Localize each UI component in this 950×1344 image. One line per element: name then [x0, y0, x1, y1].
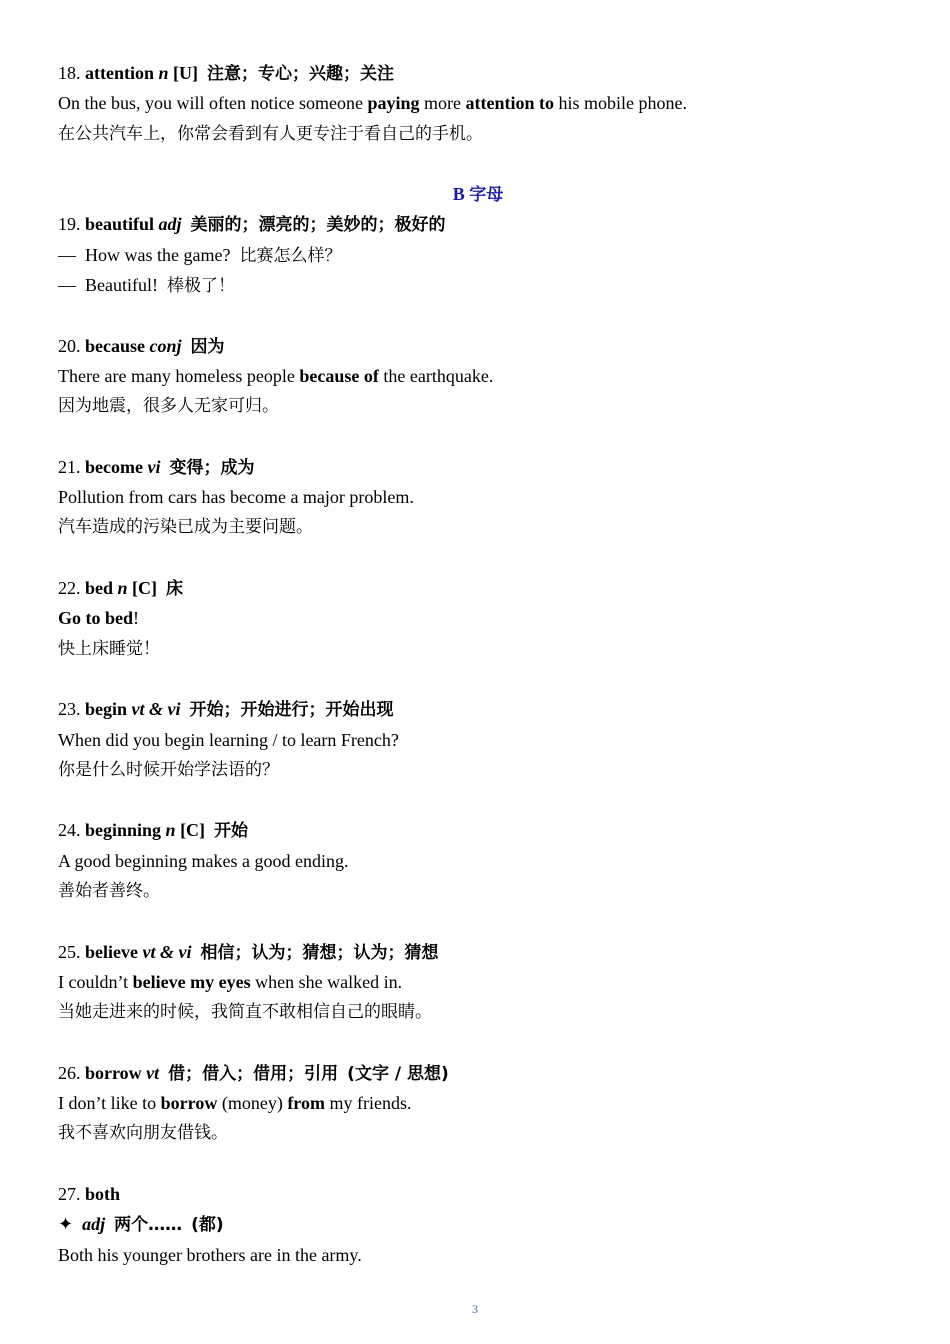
entry-27-headword: 27. both — [58, 1183, 121, 1204]
meaning: 开始；开始进行；开始出现 — [189, 700, 394, 721]
headword: because — [85, 335, 145, 356]
dialog-line: — Beautiful! 棒极了！ — [58, 275, 235, 297]
headword: borrow — [85, 1062, 142, 1083]
example-translation: 在公共汽车上，你常会看到有人更专注于看自己的手机。 — [58, 123, 483, 144]
vocab-page — [58, 58, 898, 1270]
part-of-speech: n — [117, 578, 128, 599]
page-number: 3 — [472, 1302, 478, 1316]
headword: both — [85, 1183, 121, 1204]
example-sentence: I don’t like to borrow (money) from my friends. — [58, 1093, 412, 1114]
part-of-speech: adj — [82, 1214, 106, 1235]
entry-26-headword: 26. borrow vt 借；借入；借用；引用 (文字 / 思想) — [58, 1062, 449, 1084]
countability-tag: [C] — [132, 578, 158, 599]
example-translation: 善始者善终。 — [58, 881, 160, 902]
entry-23-headword: 23. begin vt & vi 开始；开始进行；开始出现 — [58, 699, 394, 721]
entry-20-headword: 20. because conj 因为 — [58, 335, 225, 357]
part-of-speech: vt — [146, 1062, 160, 1083]
headword: attention — [85, 63, 154, 83]
meaning-note: (都) — [191, 1215, 224, 1236]
part-of-speech: adj — [158, 214, 182, 235]
example-sentence: I couldn’t believe my eyes when she walked in. — [58, 971, 403, 992]
sense-line — [58, 1209, 898, 1239]
entry-18-headword: 18. attention n [U] 注意；专心；兴趣；关注 — [58, 63, 395, 84]
meaning: 两个…… — [114, 1215, 183, 1236]
section-heading-b: B 字母 — [452, 184, 504, 206]
part-of-speech: vt & vi — [142, 941, 192, 962]
meaning: 相信；认为；猜想；认为；猜想 — [200, 942, 439, 963]
entry-19-headword: 19. beautiful adj 美丽的；漂亮的；美妙的；极好的 — [58, 214, 446, 236]
example-sentence: When did you begin learning / to learn French? — [58, 729, 399, 750]
part-of-speech: vt & vi — [131, 699, 181, 720]
example-sentence: On the bus, you will often notice someone paying more attention to his mobile phone. — [58, 93, 687, 114]
meaning: 床 — [166, 579, 184, 600]
countability-tag: [U] — [173, 63, 199, 83]
meaning: 美丽的；漂亮的；美妙的；极好的 — [190, 215, 446, 236]
example-translation: 快上床睡觉！ — [58, 638, 160, 659]
example-translation: 你是什么时候开始学法语的？ — [58, 759, 279, 780]
part-of-speech: conj — [149, 335, 182, 356]
entry-25-headword: 25. believe vt & vi 相信；认为；猜想；认为；猜想 — [58, 941, 439, 963]
example-sentence: Both his younger brothers are in the army. — [58, 1244, 362, 1265]
meaning: 变得；成为 — [169, 457, 255, 478]
headword: beginning — [85, 820, 162, 841]
example-translation: 我不喜欢向朋友借钱。 — [58, 1123, 228, 1144]
example-translation: 当她走进来的时候，我简直不敢相信自己的眼睛。 — [58, 1002, 432, 1023]
part-of-speech: n — [158, 63, 169, 83]
example-translation: 因为地震，很多人无家可归。 — [58, 396, 279, 417]
example-sentence: A good beginning makes a good ending. — [58, 850, 349, 871]
part-of-speech: vi — [147, 456, 161, 477]
example-sentence: There are many homeless people because of the earthquake. — [58, 365, 494, 386]
meaning-note: (文字 / 思想) — [347, 1063, 449, 1084]
meaning: 因为 — [190, 336, 225, 357]
headword: believe — [85, 941, 138, 962]
star-bullet-icon: ✦ — [58, 1214, 74, 1235]
meaning: 借；借入；借用；引用 — [168, 1063, 339, 1084]
example-sentence: Go to bed! — [58, 608, 140, 629]
headword: beautiful — [85, 214, 155, 235]
headword: begin — [85, 699, 128, 720]
entry-24-headword: 24. beginning n [C] 开始 — [58, 820, 249, 842]
headword: bed — [85, 578, 114, 599]
entry-22-headword: 22. bed n [C] 床 — [58, 578, 184, 600]
entry-21-headword: 21. become vi 变得；成为 — [58, 456, 255, 478]
dialog-line: — How was the game? 比赛怎么样？ — [58, 244, 342, 266]
countability-tag: [C] — [180, 820, 206, 841]
meaning: 注意；专心；兴趣；关注 — [207, 64, 395, 84]
meaning: 开始 — [214, 821, 249, 842]
part-of-speech: n — [165, 820, 176, 841]
example-translation: 汽车造成的污染已成为主要问题。 — [58, 517, 313, 538]
headword: become — [85, 456, 143, 477]
example-sentence: Pollution from cars has become a major problem. — [58, 487, 414, 508]
